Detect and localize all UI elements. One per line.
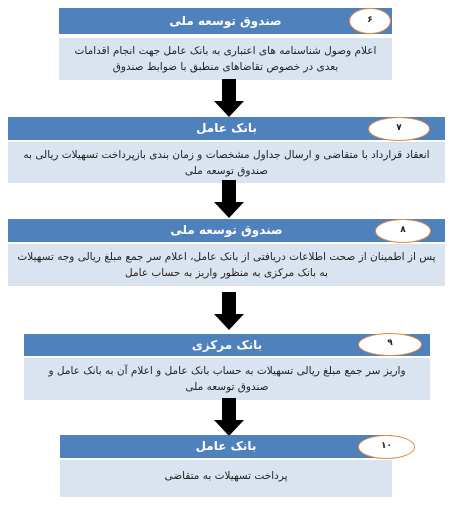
step-7-number-badge <box>368 117 430 141</box>
down-arrow-4 <box>214 398 244 436</box>
down-arrow-3 <box>214 292 244 330</box>
down-arrow-2 <box>214 180 244 218</box>
step-7-description: انعقاد قرارداد با متقاضی و ارسال جداول مشخصات و زمان بندی بازپرداخت تسهیلات ریالی به صندوق توسعه ملی <box>8 142 445 183</box>
step-10-number: ۱۰ <box>381 441 392 451</box>
step-8-number: ۸ <box>400 225 406 235</box>
step-6-title: صندوق توسعه ملی <box>169 14 282 28</box>
step-10-title: بانک عامل <box>195 439 257 453</box>
step-9-number-badge <box>358 333 422 356</box>
step-8-description: پس از اطمینان از صحت اطلاعات دریافتی از بانک عامل، اعلام سر جمع مبلغ ریالی وجه تسهیلات به بانک مرکزی به منظور واریز به حساب عامل <box>8 244 445 286</box>
step-6-number: ۶ <box>367 15 373 25</box>
step-7-title: بانک عامل <box>196 121 257 135</box>
step-9-title: بانک مرکزی <box>191 338 263 352</box>
step-8-number-badge <box>375 219 431 243</box>
step-9-description: واریز سر جمع مبلغ ریالی تسهیلات به حساب بانک عامل و اعلام آن به بانک عامل و صندوق توسعه ملی <box>24 358 430 400</box>
step-10-number-badge <box>358 435 415 459</box>
step-10-description: پرداخت تسهیلات به متقاضی <box>60 460 392 497</box>
down-arrow-1 <box>214 79 244 117</box>
step-7-number: ۷ <box>396 123 402 133</box>
step-6-header <box>59 8 392 34</box>
step-10-header <box>60 435 392 458</box>
step-8-title: صندوق توسعه ملی <box>170 223 283 237</box>
step-6-number-badge <box>349 8 391 34</box>
step-9-number: ۹ <box>387 338 393 348</box>
step-6-description: اعلام وصول شناسنامه های اعتباری به بانک عامل جهت انجام اقدامات بعدی در خصوص تقاضاهای منطبق با ضوابط صندوق <box>59 38 392 80</box>
